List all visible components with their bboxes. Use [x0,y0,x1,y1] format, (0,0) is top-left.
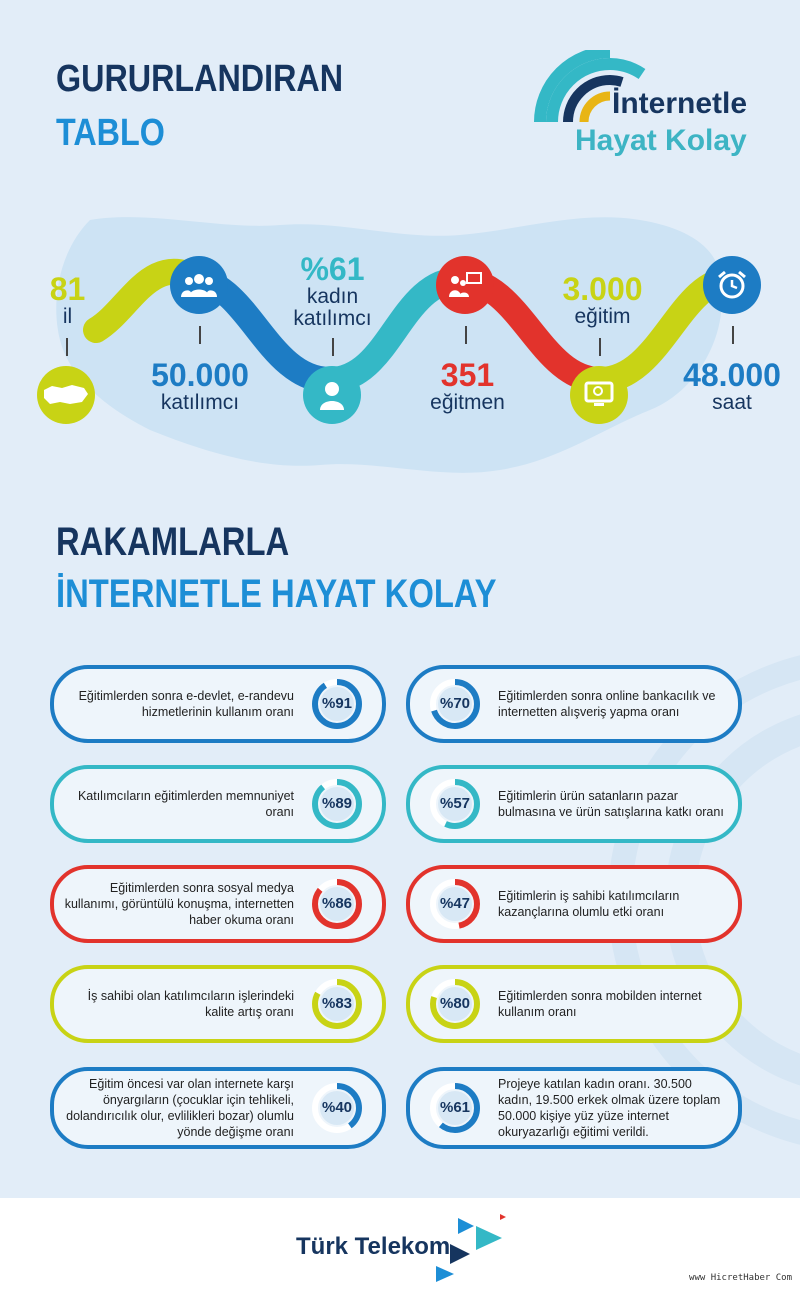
alarm-clock-icon [703,256,761,314]
stat-card [50,865,386,943]
stat-card-text: Projeye katılan kadın oranı. 30.500 kadın, 19.500 erkek olmak üzere toplam 50.000 kişiye yüz yüze internet okuryazarlığı eğitimi verildi. [498,1077,721,1139]
percent-ring [428,777,482,831]
percent-ring [310,977,364,1031]
percent-value: %57 [439,795,471,812]
turk-telekom-logo-icon [430,1210,510,1285]
stat-card-text: Katılımcıların eğitimlerden memnuniyet oranı [77,789,294,819]
percent-ring [428,977,482,1031]
stat-value: 3.000 [562,271,643,307]
stat-card [50,1067,386,1149]
group-icon [170,256,228,314]
stat-women [270,252,395,330]
percent-value: %86 [321,895,353,912]
percent-value: %40 [321,1099,353,1116]
tick [199,326,201,344]
stat-card-text: Eğitimlerden sonra online bankacılık ve internetten alışveriş yapma oranı [498,689,716,719]
stat-hours [672,358,792,414]
percent-ring [428,677,482,731]
stat-value: 50.000 [151,357,249,393]
stat-trainers [410,358,525,414]
stat-label: saat [712,391,752,414]
percent-value: %89 [321,795,353,812]
stat-card-text: Eğitimlerden sonra mobilden internet kullanım oranı [498,989,702,1019]
watermark: www HicretHaber Com [689,1273,792,1283]
stat-label: eğitmen [430,391,505,414]
stat-label: eğitim [574,305,631,328]
turkey-map-icon [37,366,95,424]
stat-card-text: Eğitimlerin ürün satanların pazar bulmasına ve ürün satışlarına katkı oranı [498,789,724,819]
stat-card [406,965,742,1043]
stat-label: il [62,305,73,328]
turkey-map-wave [0,190,800,490]
woman-icon [303,366,361,424]
presenter-icon [436,256,494,314]
tick [332,338,334,356]
percent-value: %47 [439,895,471,912]
tick [66,338,68,356]
tick [599,338,601,356]
tick [732,326,734,344]
stat-value: 351 [440,357,495,393]
stat-card [50,765,386,843]
percent-value: %61 [439,1099,471,1116]
stat-label: katılımcı [293,307,372,330]
percent-ring [310,1081,364,1135]
stat-card [406,865,742,943]
stat-card-text: Eğitimlerden sonra e-devlet, e-randevu hizmetlerinin kullanım oranı [78,689,294,719]
stat-value: 81 [49,271,86,307]
stat-card [50,665,386,743]
stat-card [406,665,742,743]
percent-value: %80 [439,995,471,1012]
page-title-line1: GURURLANDIRAN [56,58,344,100]
percent-ring [428,877,482,931]
stat-value: %61 [300,251,365,287]
stat-card-text: Eğitimlerden sonra sosyal medya kullanımı, görüntülü konuşma, internetten haber okuma oranı [64,881,294,927]
percent-value: %83 [321,995,353,1012]
stat-participants [140,358,260,414]
section-title-line1: RAKAMLARLA [56,520,290,564]
page-title-line2: TABLO [56,112,165,154]
stat-card [50,965,386,1043]
stat-card [406,765,742,843]
stat-trainings [545,272,660,328]
stat-provinces [20,272,115,328]
stat-value: 48.000 [683,357,781,393]
tick [465,326,467,344]
percent-ring [310,777,364,831]
percent-value: %70 [439,695,471,712]
percent-ring [310,877,364,931]
percent-value: %91 [321,695,353,712]
logo-text-line2: Hayat Kolay [575,124,747,157]
stat-label: katılımcı [160,391,240,414]
stat-card-text: İş sahibi olan katılımcıların işlerindeki kalite artış oranı [87,989,294,1019]
stat-card [406,1067,742,1149]
stat-label: kadın [306,285,359,308]
percent-ring [310,677,364,731]
stat-card-text: Eğitim öncesi var olan internete karşı önyargıların (çocuklar için tehlikeli, dolandırıcılık olur, evlilikleri bozar) olumlu yönde değişme oranı [66,1077,294,1139]
percent-ring [428,1081,482,1135]
section-title-line2: İNTERNETLE HAYAT KOLAY [56,572,497,616]
computer-icon [570,366,628,424]
logo-text-line1: İnternetle [612,87,748,120]
stat-card-text: Eğitimlerin iş sahibi katılımcıların kazançlarına olumlu etki oranı [498,889,680,919]
brand-name: Türk Telekom [296,1233,451,1260]
